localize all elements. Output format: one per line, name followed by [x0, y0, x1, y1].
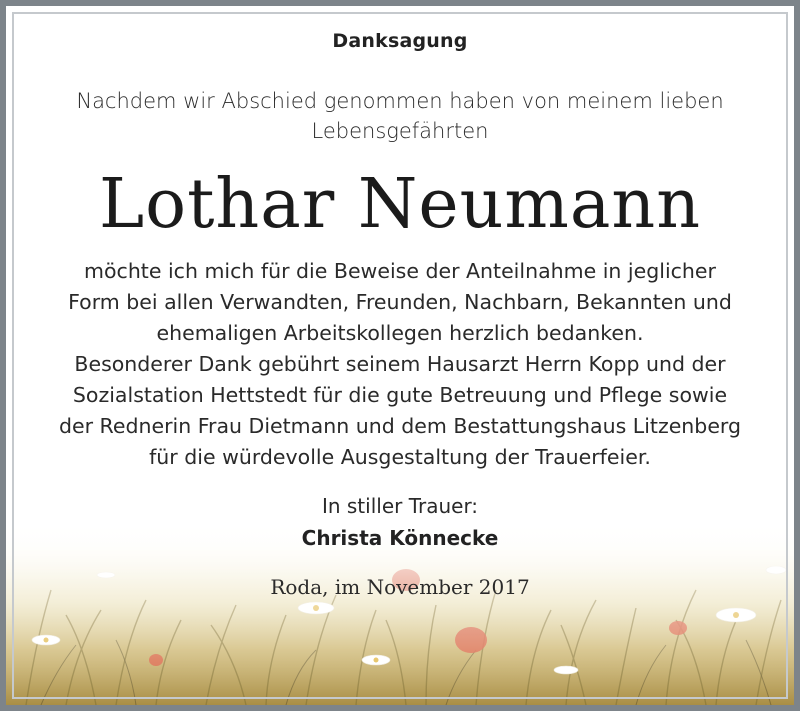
- notice-heading: Danksagung: [332, 30, 468, 52]
- thanks-line: Form bei allen Verwandten, Freunden, Nachbarn, Bekannten und: [68, 290, 732, 314]
- thanks-text: [6, 256, 794, 473]
- thanks-line: möchte ich mich für die Beweise der Anteilnahme in jeglicher: [84, 259, 716, 283]
- intro-line: Nachdem wir Abschied genommen haben von meinem lieben: [76, 89, 724, 113]
- thanks-line: für die würdevolle Ausgestaltung der Trauerfeier.: [149, 445, 651, 469]
- intro-text: [6, 86, 794, 146]
- thanks-line: ehemaligen Arbeitskollegen herzlich bedanken.: [156, 321, 644, 345]
- place-and-date: Roda, im November 2017: [270, 575, 530, 599]
- thanks-line: Besonderer Dank gebührt seinem Hausarzt Herrn Kopp und der: [74, 352, 726, 376]
- thanks-line: Sozialstation Hettstedt für die gute Betreuung und Pflege sowie: [72, 383, 728, 407]
- thanks-line: der Rednerin Frau Dietmann und dem Bestattungshaus Litzenberg: [58, 414, 742, 438]
- intro-line: Lebensgefährten: [311, 119, 489, 143]
- signatory-name: Christa Könnecke: [301, 526, 499, 550]
- deceased-name: Lothar Neumann: [98, 165, 702, 244]
- closing-phrase: In stiller Trauer:: [321, 494, 479, 518]
